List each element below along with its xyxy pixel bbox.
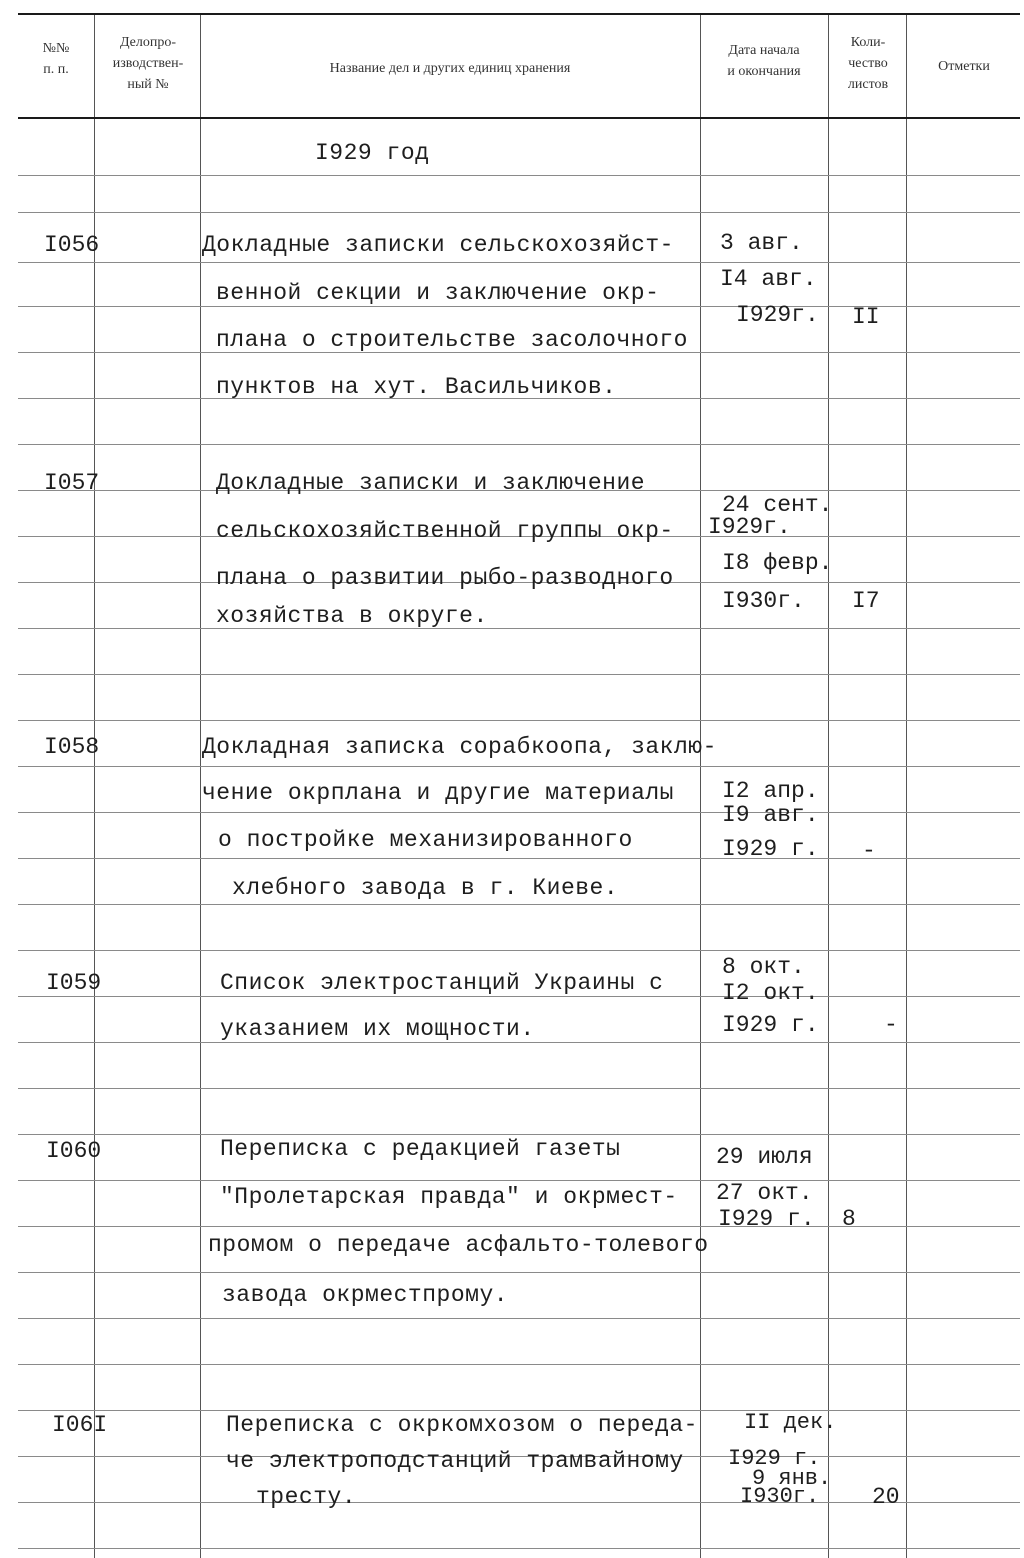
entry-number: I057 <box>44 470 100 496</box>
entry-date: 9 янв. <box>752 1466 832 1491</box>
entry-date: I9 авг. <box>722 802 819 828</box>
ruled-line <box>18 444 1020 445</box>
entry-title-line: венной секции и заключение окр- <box>216 280 660 306</box>
entry-sheets: II <box>852 304 880 330</box>
entry-title-line: Список электростанций Украины с <box>220 970 664 996</box>
entry-title-line: указанием их мощности. <box>220 1016 535 1042</box>
entry-title-line: плана о развитии рыбо-разводного <box>216 565 674 591</box>
entry-title-line: чение окрплана и другие материалы <box>202 780 674 806</box>
ruled-line <box>18 262 1020 263</box>
entry-title-line: пунктов на хут. Васильчиков. <box>216 374 617 400</box>
entry-date: I929 г. <box>722 836 819 862</box>
entry-sheets: - <box>862 838 876 864</box>
entry-title-line: о постройке механизированного <box>218 827 633 853</box>
entry-date: 8 окт. <box>722 954 805 980</box>
entry-number: I060 <box>46 1138 102 1164</box>
entry-number: I058 <box>44 734 100 760</box>
entry-title-line: тресту. <box>256 1484 357 1510</box>
entry-title-line: че электроподстанций трамвайному <box>226 1448 684 1474</box>
header-col-proc-number: Делопро- изводствен- ный № <box>112 35 184 92</box>
entry-title-line: сельскохозяйственной группы окр- <box>216 518 674 544</box>
ruled-line <box>18 1134 1020 1135</box>
ruled-line <box>18 1364 1020 1365</box>
ruled-line <box>18 628 1020 629</box>
ruled-line <box>18 1318 1020 1319</box>
column-rule <box>906 14 907 1558</box>
ruled-line <box>18 1226 1020 1227</box>
entry-title-line: хозяйства в округе. <box>216 603 488 629</box>
entry-sheets: 8 <box>842 1206 856 1232</box>
ruled-line <box>18 812 1020 813</box>
entry-date: 29 июля <box>716 1144 813 1170</box>
entry-date: 3 авг. <box>720 230 803 256</box>
entry-title-line: Докладные записки сельскохозяйст- <box>202 232 674 258</box>
entry-date: I929 г. <box>718 1206 815 1232</box>
entry-title-line: промом о передаче асфальто-толевого <box>208 1232 709 1258</box>
entry-date: II дек. <box>744 1410 837 1435</box>
header-col-marks: Отметки <box>938 59 990 74</box>
ruled-line <box>18 1410 1020 1411</box>
ruled-line <box>18 1042 1020 1043</box>
header-bottom-border <box>18 117 1020 119</box>
column-rule <box>700 14 701 1558</box>
entry-sheets: 20 <box>872 1484 900 1510</box>
header-col-number: №№ п. п. <box>42 41 70 77</box>
ruled-line <box>18 1180 1020 1181</box>
entry-date: I929г. <box>736 302 819 328</box>
entry-date: 27 окт. <box>716 1180 813 1206</box>
entry-sheets: I7 <box>852 588 880 614</box>
entry-date: 24 сент. <box>722 492 833 518</box>
ruled-line <box>18 1502 1020 1503</box>
entry-number: I06I <box>52 1412 108 1438</box>
entry-date: I2 окт. <box>722 980 819 1006</box>
entry-title-line: Переписка с редакцией газеты <box>220 1136 621 1162</box>
header-col-title: Название дел и других единиц хранения <box>329 61 571 76</box>
header-col-sheets: Коли- чество листов <box>847 35 889 92</box>
column-rule <box>828 14 829 1558</box>
ruled-line <box>18 766 1020 767</box>
ruled-line <box>18 1272 1020 1273</box>
entry-number: I059 <box>46 970 102 996</box>
entry-date: I2 апр. <box>722 778 819 804</box>
ruled-line <box>18 720 1020 721</box>
ruled-line <box>18 1548 1020 1549</box>
ruled-line <box>18 996 1020 997</box>
ruled-line <box>18 950 1020 951</box>
entry-title-line: хлебного завода в г. Киеве. <box>232 875 619 901</box>
entry-date: I929 г. <box>728 1446 821 1471</box>
entry-number: I056 <box>44 232 100 258</box>
entry-date: I930г. <box>740 1484 820 1509</box>
header-col-dates: Дата начала и окончания <box>727 43 801 79</box>
entry-title-line: плана о строительстве засолочного <box>216 327 688 353</box>
entry-date: I4 авг. <box>720 266 817 292</box>
entry-title-line: Докладная записка сорабкоопа, заклю- <box>202 734 717 760</box>
entry-title-line: завода окрместпрому. <box>222 1282 509 1308</box>
entry-date: I929 г. <box>722 1012 819 1038</box>
entry-title-line: Переписка с окркомхозом о переда- <box>226 1412 698 1438</box>
header-top-border <box>18 13 1020 15</box>
entry-date: I8 февр. <box>722 550 833 576</box>
ruled-line <box>18 674 1020 675</box>
entry-date: I930г. <box>722 588 805 614</box>
entry-sheets: - <box>884 1012 898 1038</box>
ruled-line <box>18 175 1020 176</box>
ruled-line <box>18 1088 1020 1089</box>
year-heading: I929 год <box>315 140 430 166</box>
entry-title-line: "Пролетарская правда" и окрмест- <box>220 1184 678 1210</box>
entry-date: I929г. <box>708 514 791 540</box>
entry-title-line: Докладные записки и заключение <box>216 470 646 496</box>
ruled-line <box>18 212 1020 213</box>
ruled-line <box>18 904 1020 905</box>
column-rule <box>200 14 201 1558</box>
